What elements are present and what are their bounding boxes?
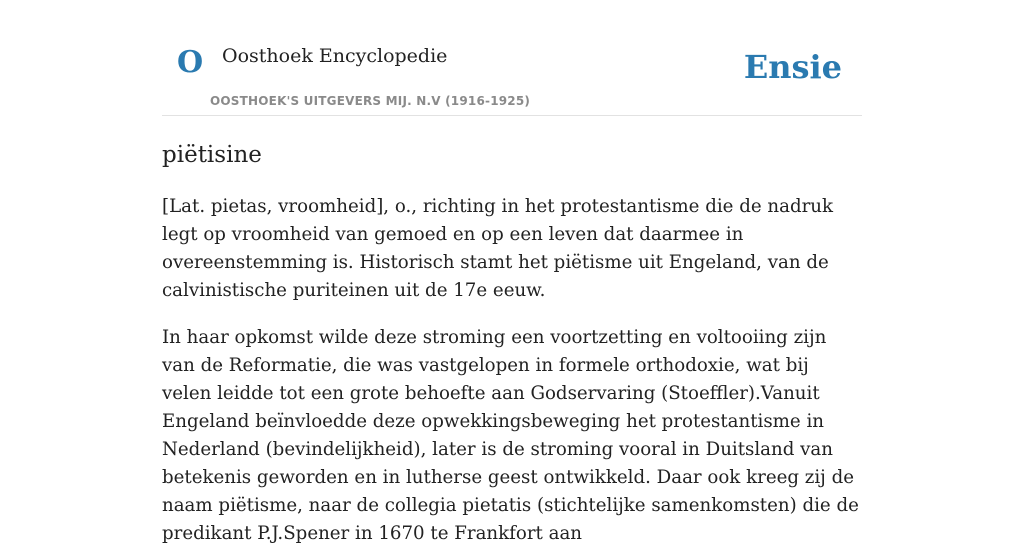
entry-paragraph-1: [Lat. pietas, vroomheid], o., richting in het protestantisme die de nadruk legt op vroomheid van gemoed en op een leven dat daarmee in overeenstemming is. Historisch stamt het piëtisme uit Engeland, van de calvinistische puriteinen uit de 17e eeuw. <box>162 195 834 301</box>
source-logo[interactable]: O <box>177 45 204 80</box>
source-title-link[interactable]: Oosthoek Encyclopedie <box>222 45 448 67</box>
ensie-logo-link[interactable]: Ensie <box>743 48 842 86</box>
entry-content <box>162 142 862 548</box>
entry-paragraph-2: In haar opkomst wilde deze stroming een voortzetting en voltooiing zijn van de Reformatie, die was vastgelopen in formele orthodoxie, wat bij velen leidde tot een grote behoefte aan Godservaring (Stoeffler).Vanuit Engeland beïnvloedde deze opwekkingsbeweging het protestantisme in Nederland (bevindelijkheid), later is de stroming vooral in Duitsland van betekenis geworden en in lutherse geest ontwikkeld. Daar ook kreeg zij de naam piëtisme, naar de collegia pietatis (stichtelijke samenkomsten) die de predikant P.J.Spener in 1670 te Frankfort aan <box>162 326 859 544</box>
publisher-label: OOSTHOEK'S UITGEVERS MIJ. N.V (1916-1925) <box>210 94 531 108</box>
source-header <box>162 0 862 116</box>
entry-title: piëtisine <box>162 142 262 168</box>
page <box>162 0 862 548</box>
